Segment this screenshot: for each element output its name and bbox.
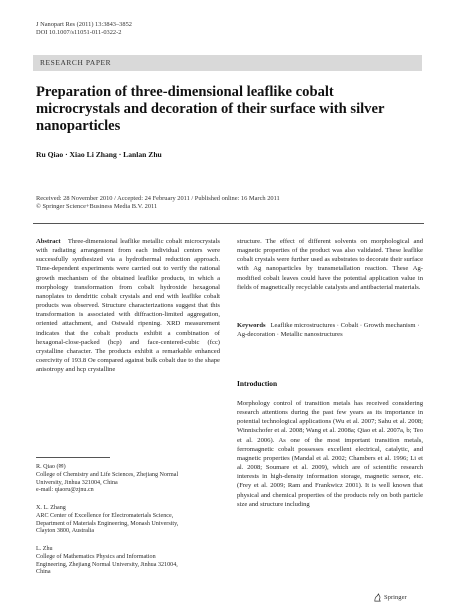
abstract-left [36, 237, 220, 374]
journal-citation [36, 21, 132, 37]
publisher-footer [373, 593, 407, 602]
publisher-name: Springer [384, 594, 407, 601]
keywords-text: Leaflike microstructures · Cobalt · Growth mechanism · Ag-decoration · Metallic nanostructures [237, 322, 420, 339]
introduction-text: Morphology control of transition metals has received considering research attentions during the past few years as its importance in potential technological applications (Wu et al. 2007; Sahu et al. 2008; Winnischofer et al. 2008; Wang et al. 2008a; Qiao et al. 2007a, b; Teo et al. 2006). As one of the most important transition metals, ferromagnetic cobalt possesses excellent electrical, catalytic, and magnetic properties (Mandal et al. 2002; Chambers et al. 1996; Li et al. 2008; Soumare et al. 2009), which are of scientific research interests in high-density information storage, magnetic sensor, etc. (Frey et al. 2009; Ram and Frankwicz 2001). It is well known that physical and chemical properties of the products rely on both particle size and structure including [237, 400, 423, 508]
keywords-block [237, 321, 423, 339]
copyright-line: © Springer Science+Business Media B.V. 2011 [36, 203, 158, 211]
doi-line: DOI 10.1007/s11051-011-0322-2 [36, 29, 122, 36]
affiliation-name: R. Qiao (✉) [36, 464, 66, 470]
introduction-body [237, 399, 423, 509]
affiliation-zhang [36, 505, 216, 536]
header-divider [33, 223, 424, 224]
abstract-text-right: structure. The effect of different solvents on morphological and magnetic properties of the product was also validated. These leaflike cobalt crystals were further used as substrates to decorate their surface with Ag nanoparticles by transmetallation reaction. These Ag-modified cobalt leaves could have the potential application value in fields of magnetically recyclable catalysts and antibacterial materials. [237, 238, 423, 291]
affiliation-line: ARC Center of Excellence for Electromaterials Science, [36, 512, 174, 519]
affiliation-line: Clayton 3800, Australia [36, 528, 95, 535]
email-link[interactable]: e-mail: qiaoru@zjnu.cn [36, 487, 94, 494]
affiliation-line: University, Jinhua 321004, China [36, 479, 118, 486]
received-line: Received: 28 November 2010 / Accepted: 24 February 2011 / Published online: 16 March 2011 [36, 195, 280, 202]
affiliation-qiao [36, 464, 216, 495]
abstract-right [237, 237, 423, 292]
affiliation-line: Department of Materials Engineering, Monash University, [36, 520, 179, 527]
abstract-text-left: Three-dimensional leaflike metallic cobalt microcrystals with radiating arrangement from each individual centers were successfully synthesized via a hydrothermal reduction approach. Time-dependent experiments were carried out to verify the rational growth mechanism of the obtained leaflike products, in which a morphology transformation from cobalt hydroxide hexagonal nanoplates to dendritic cobalt crystals and end with leaflike cobalt products was observed. Structure characterizations suggest that this transformation is associated with diffraction-limited aggregation, oriented attachment, and Ostwald ripening. XRD measurement indicates that the cobalt products exhibit a combination of hexagonal-close-packed (hcp) and face-centered-cubic (fcc) crystalline character. The products exhibit a remarkable enhanced coercivity of 193.8 Oe compared against bulk cobalt due to the shape anisotropy and hcp crystalline [36, 238, 220, 374]
affiliation-line: Engineering, Zhejiang Normal University, Jinhua 321004, [36, 561, 178, 568]
section-banner [33, 55, 422, 71]
section-label: RESEARCH PAPER [40, 58, 112, 67]
keywords-heading: Keywords [237, 322, 266, 329]
springer-horse-icon [373, 593, 382, 602]
affiliation-zhu [36, 546, 216, 577]
abstract-heading: Abstract [36, 238, 61, 245]
affiliation-line: China [36, 569, 51, 576]
author-list: Ru Qiao · Xiao Li Zhang · Lanlan Zhu [36, 150, 162, 159]
affiliation-line: College of Chemistry and Life Sciences, Zhejiang Normal [36, 471, 179, 478]
journal-line: J Nanopart Res (2011) 13:3843–3852 [36, 21, 132, 28]
affiliation-divider [36, 457, 110, 458]
introduction-heading: Introduction [237, 379, 278, 388]
publication-dates [36, 195, 426, 212]
affiliation-name: X. L. Zhang [36, 505, 66, 511]
affiliation-name: L. Zhu [36, 546, 53, 552]
paper-title: Preparation of three-dimensional leaflike cobalt microcrystals and decoration of their surface with silver nanoparticles [36, 84, 385, 134]
affiliation-line: College of Mathematics Physics and Information [36, 553, 156, 560]
